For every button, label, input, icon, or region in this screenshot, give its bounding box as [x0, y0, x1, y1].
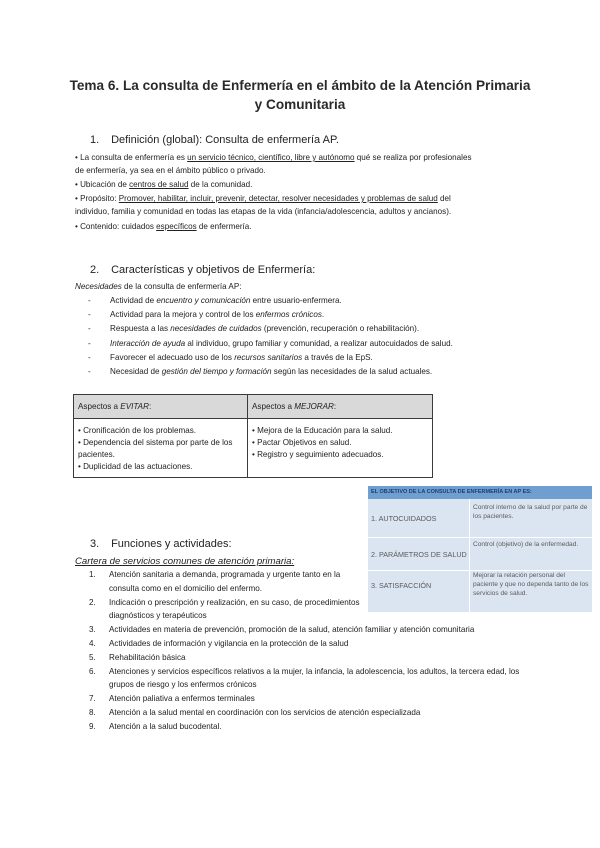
goal-row-desc: Mejorar la relación personal del paciente y que no dependa tanto de los servicios de salud.	[473, 572, 589, 597]
item-text: Indicación o prescripción y realización, en su caso, de procedimientos diagnósticos y terapéuticos	[109, 597, 360, 621]
definition-bullet-2	[75, 178, 252, 191]
title-line-2: y Comunitaria	[254, 97, 346, 112]
bullet-4-suffix: de enfermería.	[196, 222, 252, 231]
list-item	[75, 706, 525, 720]
improve-item: • Mejora de la Educación para la salud.	[252, 426, 393, 435]
goal-row-label: 3. SATISFACCIÓN	[371, 581, 432, 590]
definition-bullet-3-cont: individuo, familia y comunidad en todas las etapas de la vida (infancia/adolescencia, adultos y ancianos).	[75, 207, 452, 216]
definition-bullet-1-cont: de enfermería, ya sea en el ámbito público o privado.	[75, 166, 266, 175]
item-text: Actividades de información y vigilancia en la protección de la salud	[109, 638, 349, 648]
table-row	[74, 419, 433, 478]
improve-header-pre: Aspectos a	[252, 402, 295, 411]
avoid-item: • Duplicidad de las actuaciones.	[78, 462, 193, 471]
item-number: 8.	[89, 707, 96, 717]
item-number: 9.	[89, 721, 96, 731]
item-text: Atención a la salud mental en coordinación con los servicios de atención especializada	[109, 707, 421, 717]
list-item	[75, 596, 365, 624]
item-number: 1.	[89, 570, 96, 579]
section-1-heading	[90, 134, 339, 146]
improve-item: • Registro y seguimiento adecuados.	[252, 450, 384, 459]
avoid-header-post: :	[148, 402, 152, 411]
item-text: Actividad de	[110, 296, 157, 305]
item-text: Atención paliativa a enfermos terminales	[109, 694, 255, 704]
goal-row-desc: Control (objetivo) de la enfermedad.	[473, 541, 579, 548]
item-text: entre usuario-enfermera.	[250, 296, 342, 305]
list-item	[88, 294, 453, 308]
title-line-1: Tema 6. La consulta de Enfermería en el ámbito de la Atención Primaria	[69, 78, 531, 93]
avoid-item: • Cronificación de los problemas.	[78, 426, 196, 435]
item-text: a través de la EpS.	[302, 352, 373, 362]
goal-row-label: 1. AUTOCUIDADOS	[371, 514, 437, 523]
item-text: .	[321, 310, 325, 320]
section-1-number: 1.	[90, 134, 100, 146]
section-3-number: 3.	[90, 538, 100, 550]
item-text: Actividad para la mejora y control de los	[110, 310, 256, 320]
goal-row-label: 2. PARÁMETROS DE SALUD	[371, 550, 467, 559]
section-1-heading-text: Definición (global): Consulta de enfermería AP.	[111, 134, 339, 146]
services-subtitle: Cartera de servicios comunes de atención primaria:	[75, 556, 295, 567]
definition-bullet-3	[75, 192, 451, 205]
item-italic: recursos sanitarios	[234, 352, 303, 362]
improve-header-post: :	[333, 402, 337, 411]
item-italic: gestión del tiempo y formación	[161, 366, 272, 376]
bullet-2-prefix: • Ubicación de	[75, 180, 130, 189]
bullet-2-underlined: centros de salud	[129, 180, 189, 189]
section-3-heading-text: Funciones y actividades:	[111, 538, 232, 550]
bullet-1-underlined: un servicio técnico, científico, libre y autónomo	[187, 153, 355, 162]
item-italic: enfermos crónicos	[255, 310, 322, 320]
goal-row	[368, 538, 592, 570]
needs-list	[88, 294, 453, 379]
item-text: Atenciones y servicios específicos relativos a la mujer, la infancia, la adolescencia, los adultos, la tercera edad, los grupos de riesgo y los enfermos crónicos	[109, 666, 520, 690]
improve-header	[248, 395, 433, 419]
item-text: Atención sanitaria a demanda, programada y urgente tanto en la consulta como en el domicilio del enfermo.	[109, 570, 341, 593]
section-2-number: 2.	[90, 264, 100, 276]
item-text: Actividades en materia de prevención, promoción de la salud, atención familiar y atención comunitaria	[109, 625, 475, 635]
item-italic: encuentro y comunicación	[156, 296, 251, 305]
needs-intro	[75, 280, 241, 293]
avoid-item: • Dependencia del sistema por parte de los pacientes.	[78, 438, 233, 459]
item-number: 6.	[89, 666, 96, 676]
needs-intro-rest: de la consulta de enfermería AP:	[121, 282, 242, 291]
bullet-3-prefix: • Propósito:	[75, 194, 119, 203]
item-number: 2.	[89, 597, 96, 607]
list-item	[88, 337, 453, 351]
goal-row	[368, 499, 592, 537]
bullet-3-suffix: del	[437, 194, 451, 203]
improve-cell	[248, 419, 433, 478]
item-text: Atención a la salud bucodental.	[109, 721, 222, 731]
bullet-1-prefix: • La consulta de enfermería es	[75, 153, 188, 162]
avoid-cell	[74, 419, 248, 478]
section-2-heading-text: Características y objetivos de Enfermería:	[111, 264, 316, 276]
bullet-4-underlined: específicos	[156, 222, 197, 231]
item-text: según las necesidades de la salud actuales.	[271, 366, 433, 376]
item-italic: necesidades de cuidados	[170, 324, 262, 334]
list-item	[75, 692, 525, 706]
improve-header-italic: MEJORAR	[294, 402, 334, 411]
avoid-header	[74, 395, 248, 419]
goal-box-title: EL OBJETIVO DE LA CONSULTA DE ENFERMERÍA EN AP ES:	[368, 486, 592, 499]
list-item	[88, 322, 453, 336]
item-number: 5.	[89, 652, 96, 662]
list-item	[88, 365, 453, 379]
improve-item: • Pactar Objetivos en salud.	[252, 438, 352, 447]
goal-row-desc: Control interno de la salud por parte de los pacientes.	[473, 504, 588, 520]
item-text: al individuo, grupo familiar y comunidad, a realizar autocuidados de salud.	[185, 338, 453, 348]
avoid-header-pre: Aspectos a	[78, 402, 121, 411]
services-list	[75, 568, 525, 734]
list-item	[88, 308, 453, 322]
table-header-row	[74, 395, 433, 419]
list-item	[75, 623, 525, 637]
list-item	[88, 351, 453, 365]
item-text: (prevención, recuperación o rehabilitación).	[261, 324, 420, 334]
aspects-table	[73, 394, 433, 478]
list-item	[75, 568, 365, 596]
bullet-3-underlined: Promover, habilitar, incluir, prevenir, detectar, resolver necesidades y problemas de salud	[118, 194, 438, 203]
section-2-heading	[90, 264, 315, 276]
bullet-1-suffix: qué se realiza por profesionales	[354, 153, 472, 162]
bullet-4-prefix: • Contenido: cuidados	[75, 222, 157, 231]
bullet-2-suffix: de la comunidad.	[188, 180, 253, 189]
item-text: Rehabilitación básica	[109, 652, 186, 662]
item-text: Necesidad de	[110, 366, 162, 376]
item-number: 7.	[89, 694, 96, 704]
definition-bullet-4	[75, 220, 252, 233]
item-text: Respuesta a las	[110, 324, 171, 334]
needs-intro-italic: Necesidades	[75, 282, 122, 291]
list-item	[75, 637, 525, 651]
list-item	[75, 651, 525, 665]
list-item	[75, 665, 525, 693]
section-3-heading	[90, 538, 232, 550]
item-number: 3.	[89, 625, 96, 635]
item-italic: Interacción de ayuda	[110, 338, 186, 348]
document-title	[60, 76, 540, 114]
item-text: Favorecer el adecuado uso de los	[110, 352, 235, 362]
list-item	[75, 720, 525, 734]
avoid-header-italic: EVITAR	[120, 402, 149, 411]
item-number: 4.	[89, 638, 96, 648]
definition-bullet-1	[75, 151, 472, 164]
